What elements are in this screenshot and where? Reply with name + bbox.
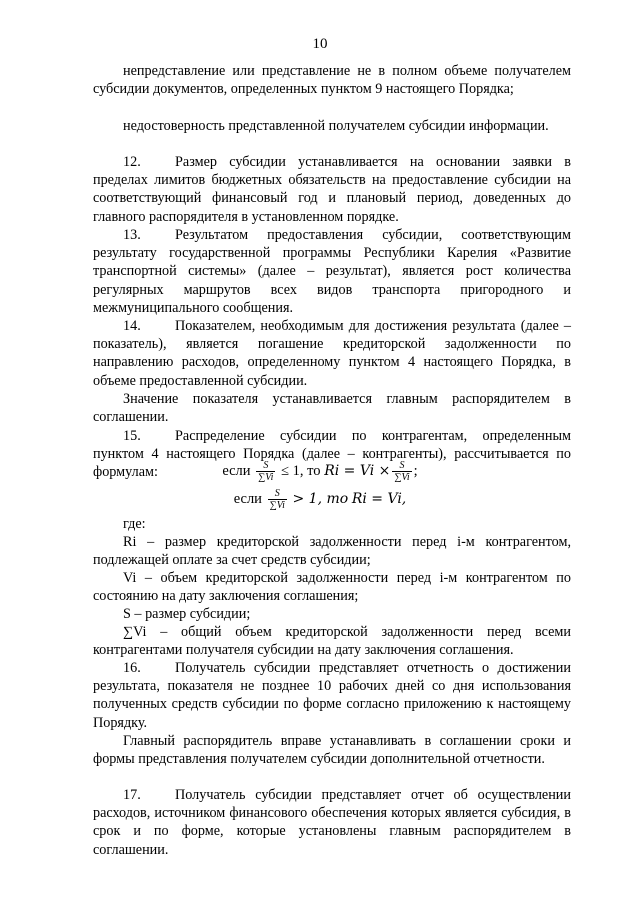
formula-result: Ri = Vi,	[351, 490, 407, 507]
formula-result: Ri = Vi ×	[324, 462, 391, 479]
paragraph-s-definition: S – размер субсидии;	[123, 606, 251, 622]
item-number: 15.	[123, 428, 141, 444]
paragraph-item-12	[93, 153, 571, 226]
item-17-text: Получатель субсидии представляет отчет об осуществлении расходов, источником финансового обеспечения которых является субсидия, в срок и по форме, которые установлены главным распорядителем в соглашении.	[93, 787, 571, 858]
item-16-text: Получатель субсидии представляет отчетность о достижении результата, показателя не позднее 10 рабочих дней со дня использования полученных средств субсидии по форме согласно приложению к настоящему Порядку.	[93, 660, 571, 731]
paragraph-item-14	[93, 317, 571, 390]
formula-case-2	[0, 488, 640, 511]
formula-if: если	[222, 462, 251, 479]
paragraph-ri-definition: Ri – размер кредиторской задолженности перед i-м контрагентом, подлежащей оплате за счет средств субсидии;	[93, 534, 571, 569]
item-13-text: Результатом предоставления субсидии, соответствующим результату государственной программы Республики Карелия «Развитие транспортной системы» (далее – результат), является рост количества регулярных маршрутов всех видов транспорта пригородного и межмуниципального сообщения.	[93, 227, 571, 316]
item-number: 17.	[123, 787, 141, 803]
item-number: 13.	[123, 227, 141, 243]
formula-fraction: $\frac{S}{\sum Vi}$	[258, 460, 274, 483]
paragraph-vi-definition: Vi – объем кредиторской задолженности перед i-м контрагентом по состоянию на дату заключения соглашения;	[93, 570, 571, 605]
paragraph-additional-reporting: Главный распорядитель вправе устанавливать в соглашении сроки и формы представления получателем субсидии дополнительной отчетности.	[93, 733, 571, 768]
paragraph-item-17	[93, 786, 571, 859]
paragraph-item-16	[93, 659, 571, 732]
paragraph-where: где:	[123, 516, 146, 532]
item-15-text: Распределение субсидии по контрагентам, определенным пунктом 4 настоящего Порядка (далее – контрагенты), рассчитывается по формулам:	[93, 428, 571, 481]
paragraph-item-13	[93, 226, 571, 317]
formula-condition: > 1, то	[292, 490, 349, 507]
paragraph-indicator-value: Значение показателя устанавливается главным распорядителем в соглашении.	[93, 391, 571, 426]
formula-fraction: $\frac{S}{\sum Vi}$	[269, 488, 285, 511]
formula-end: ;	[413, 462, 418, 479]
item-number: 12.	[123, 154, 141, 170]
item-14-text: Показателем, необходимым для достижения результата (далее – показатель), является погашение кредиторской задолженности по направлению расходов, определенному пунктом 4 настоящего Порядка, в объеме предоставленной субсидии.	[93, 318, 571, 389]
item-12-text: Размер субсидии устанавливается на основании заявки в пределах лимитов бюджетных обязательств на предоставление субсидии на соответствующий финансовый год и плановый период, доведенных до главного распорядителя в установленном порядке.	[93, 154, 571, 225]
page-number: 10	[312, 36, 328, 52]
paragraph-sum-vi-definition: ∑Vi – общий объем кредиторской задолженности перед всеми контрагентами получателя субсидии на дату заключения соглашения.	[93, 624, 571, 659]
paragraph-grounds-missing-docs: непредставление или представление не в полном объеме получателем субсидии документов, определенных пунктом 9 настоящего Порядка;	[93, 63, 571, 98]
formula-case-1	[0, 460, 640, 483]
formula-fraction: $\frac{S}{\sum Vi}$	[394, 460, 410, 483]
item-number: 14.	[123, 318, 141, 334]
formula-if: если	[233, 490, 262, 507]
formula-condition: ≤ 1, то	[281, 462, 321, 479]
paragraph-grounds-inaccurate-info: недостоверность представленной получателем субсидии информации.	[123, 118, 549, 134]
item-number: 16.	[123, 660, 141, 676]
